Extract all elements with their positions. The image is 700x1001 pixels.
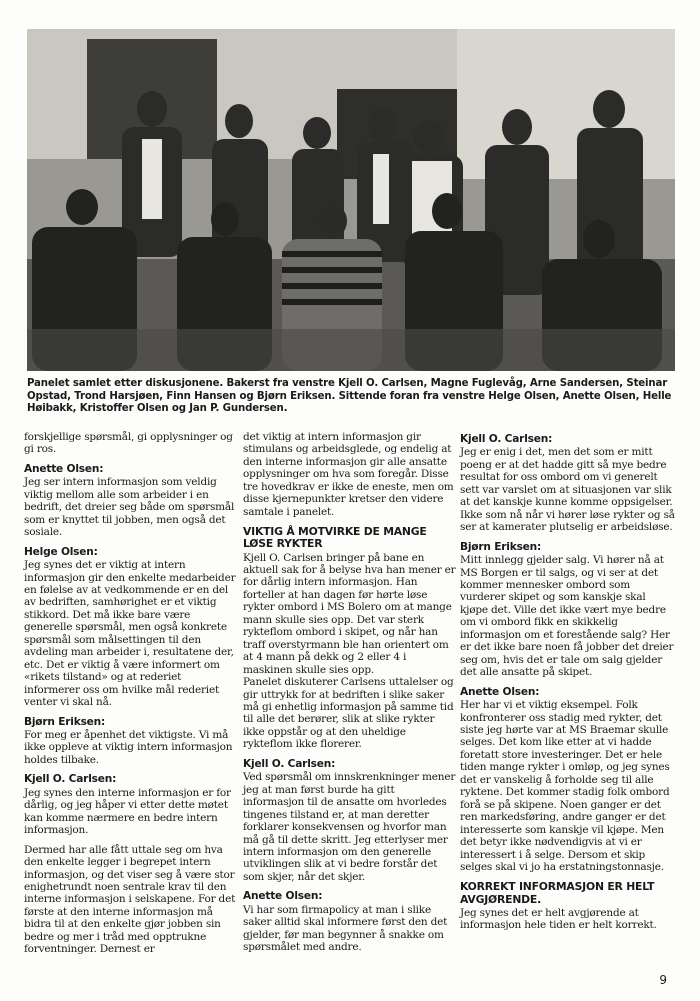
- speaker-heading: Anette Olsen:: [24, 462, 104, 475]
- group-photo: [27, 29, 675, 371]
- speaker-heading: Kjell O. Carlsen:: [243, 757, 336, 770]
- speaker-heading: Kjell O. Carlsen:: [460, 433, 553, 445]
- column-3: [460, 431, 675, 939]
- paragraph: det viktig at intern informasjon gir stimulans og arbeidsglede, og endelig at den interne informasjon gir alle ansatte opplysninger om hva som foregår. Disse tre hovedkrav er ikke de eneste, men om disse kjernepunkter kretser den videre samtale i panelet.: [243, 431, 454, 518]
- speaker-heading: Bjørn Eriksen:: [460, 540, 542, 553]
- speaker-heading: Helge Olsen:: [24, 545, 98, 558]
- paragraph: For meg er åpenhet det viktigste. Vi må ikke oppleve at viktig intern informasjon holdes tilbake.: [24, 728, 233, 766]
- photo-caption: Panelet samlet etter diskusjonene. Bakerst fra venstre Kjell O. Carlsen, Magne Fuglevåg, Arne Sandersen, Steinar Opstad, Trond Harsjøen, Finn Hansen og Bjørn Eriksen. Sittende foran fra venstre Helge Olsen, Anette Olsen, Helle Høibakk, Kristoffer Olsen og Jan P. Gundersen.: [27, 378, 672, 415]
- speaker-heading: Bjørn Eriksen:: [24, 715, 106, 728]
- page-number: 9: [659, 973, 667, 987]
- section-heading: KORREKT INFORMASJON ER HELT AVGJØRENDE.: [460, 880, 655, 906]
- column-2: [243, 431, 458, 961]
- paragraph: Jeg er enig i det, men det som er mitt poeng er at det hadde gitt så mye bedre resultat for oss ombord om vi generelt sett var varslet om at situasjonen var slik at det kanskje kunne komme oppsigelser. Ikke som nå når vi hører løse rykter og så ser at kamerater plutselig er arbeidsløse.: [460, 446, 675, 534]
- section-heading: VIKTIG Å MOTVIRKE DE MANGE LØSE RYKTER: [243, 525, 427, 551]
- paragraph: Her har vi et viktig eksempel. Folk konfronterer oss stadig med rykter, det siste jeg hørte var at MS Braemar skulle selges. Det kom like etter at vi hadde foretatt store investeringer. Det er hele tiden mange rykter i omløp, og jeg synes det er vanskelig å forholde seg til alle ryktene. Det kommer stadig folk ombord forå se på skipene. Noen ganger er det ren markedsføring, andre ganger er det interesserte som kanskje vil kjøpe. Men det betyr ikke nødvendigvis at vi er interessert i å selge. Dersom et skip selges skal vi jo ha erstatningstonnasje.: [460, 699, 670, 873]
- paragraph: Jeg synes det er viktig at intern informasjon gir den enkelte medarbeider en følelse av at vedkommende er en del av bedriften, samhørighet er et viktig stikkord. Det må ikke bare være generelle spørsmål, men også konkrete spørsmål som målsettingen til den avdeling man arbeider i, resultatene der, etc. Det er viktig å være informert om «rikets tilstand» og at rederiet informerer oss om hvilke mål rederiet venter vi skal nå.: [24, 559, 236, 709]
- paragraph: Panelet diskuterer Carlsens uttalelser og gir uttrykk for at bedriften i slike saker må gi enhetlig informasjon på samme tid til alle det berører, slik at slike rykter ikke oppstår og at den uheldige rykteflom ikke florerer.: [243, 676, 454, 751]
- paragraph: Dermed har alle fått uttale seg om hva den enkelte legger i begrepet intern informasjon, og det viser seg å være stor enighetrundt noen sentrale krav til den interne informasjon i selskapene. For det første at den interne informasjon må bidra til at den enkelte gjør jobben sin bedre og mer i tråd med opptrukne forventninger. Dernest er: [24, 843, 236, 956]
- speaker-heading: Kjell O. Carlsen:: [24, 773, 117, 786]
- paragraph: Jeg ser intern informasjon som veldig viktig mellom alle som arbeider i en bedrift, det dreier seg både om spørsmål som er knyttet til jobben, men også det sosiale.: [24, 476, 235, 539]
- paragraph: Vi har som firmapolicy at man i slike saker alltid skal informere først den det gjelder, før man begynner å snakke om spørsmålet med andre.: [243, 903, 448, 954]
- speaker-heading: Anette Olsen:: [460, 685, 540, 698]
- paragraph: forskjellige spørsmål, gi opplysninger og gi ros.: [24, 431, 233, 456]
- photo-illustration: [27, 29, 675, 371]
- paragraph: Kjell O. Carlsen bringer på bane en aktuell sak for å belyse hva han mener er for dårlig intern informasjon. Han forteller at han dagen før hørte løse rykter ombord i MS Bolero om at mange mann skulle sies opp. Det var sterk rykteflom ombord i skipet, og når han traff overstyrmann ble han orientert om at 4 mann på dekk og 2 eller 4 i maskinen skulle sies opp.: [243, 551, 456, 676]
- column-1: [24, 431, 239, 963]
- paragraph: Mitt innlegg gjelder salg. Vi hører nå at MS Borgen er til salgs, og vi ser at det kommer mennesker ombord som vurderer skipet og som kanskje skal kjøpe det. Ville det ikke vært mye bedre om vi ombord fikk en skikkelig informasjon om et forestående salg? Her er det ikke bare noen få jobber det dreier seg om, hvis det er tale om salg gjelder det alle ansatte på skipet.: [460, 554, 674, 679]
- speaker-heading: Anette Olsen:: [243, 890, 323, 903]
- paragraph: Jeg synes den interne informasjon er for dårlig, og jeg håper vi etter dette møtet kan komme nærmere en bedre intern informasjon.: [24, 786, 231, 837]
- paragraph: Ved spørsmål om innskrenkninger mener jeg at man først burde ha gitt informasjon til de ansatte om hvorledes tingenes tilstand er, at man deretter forklarer konsekvensen og hvorfor man må gå til dette skritt. Jeg etterlyser mer intern informasjon om den generelle utviklingen slik at vi bedre forstår det som skjer, når det skjer.: [243, 771, 456, 883]
- paragraph: Jeg synes det er helt avgjørende at informasjon hele tiden er helt korrekt.: [460, 906, 657, 932]
